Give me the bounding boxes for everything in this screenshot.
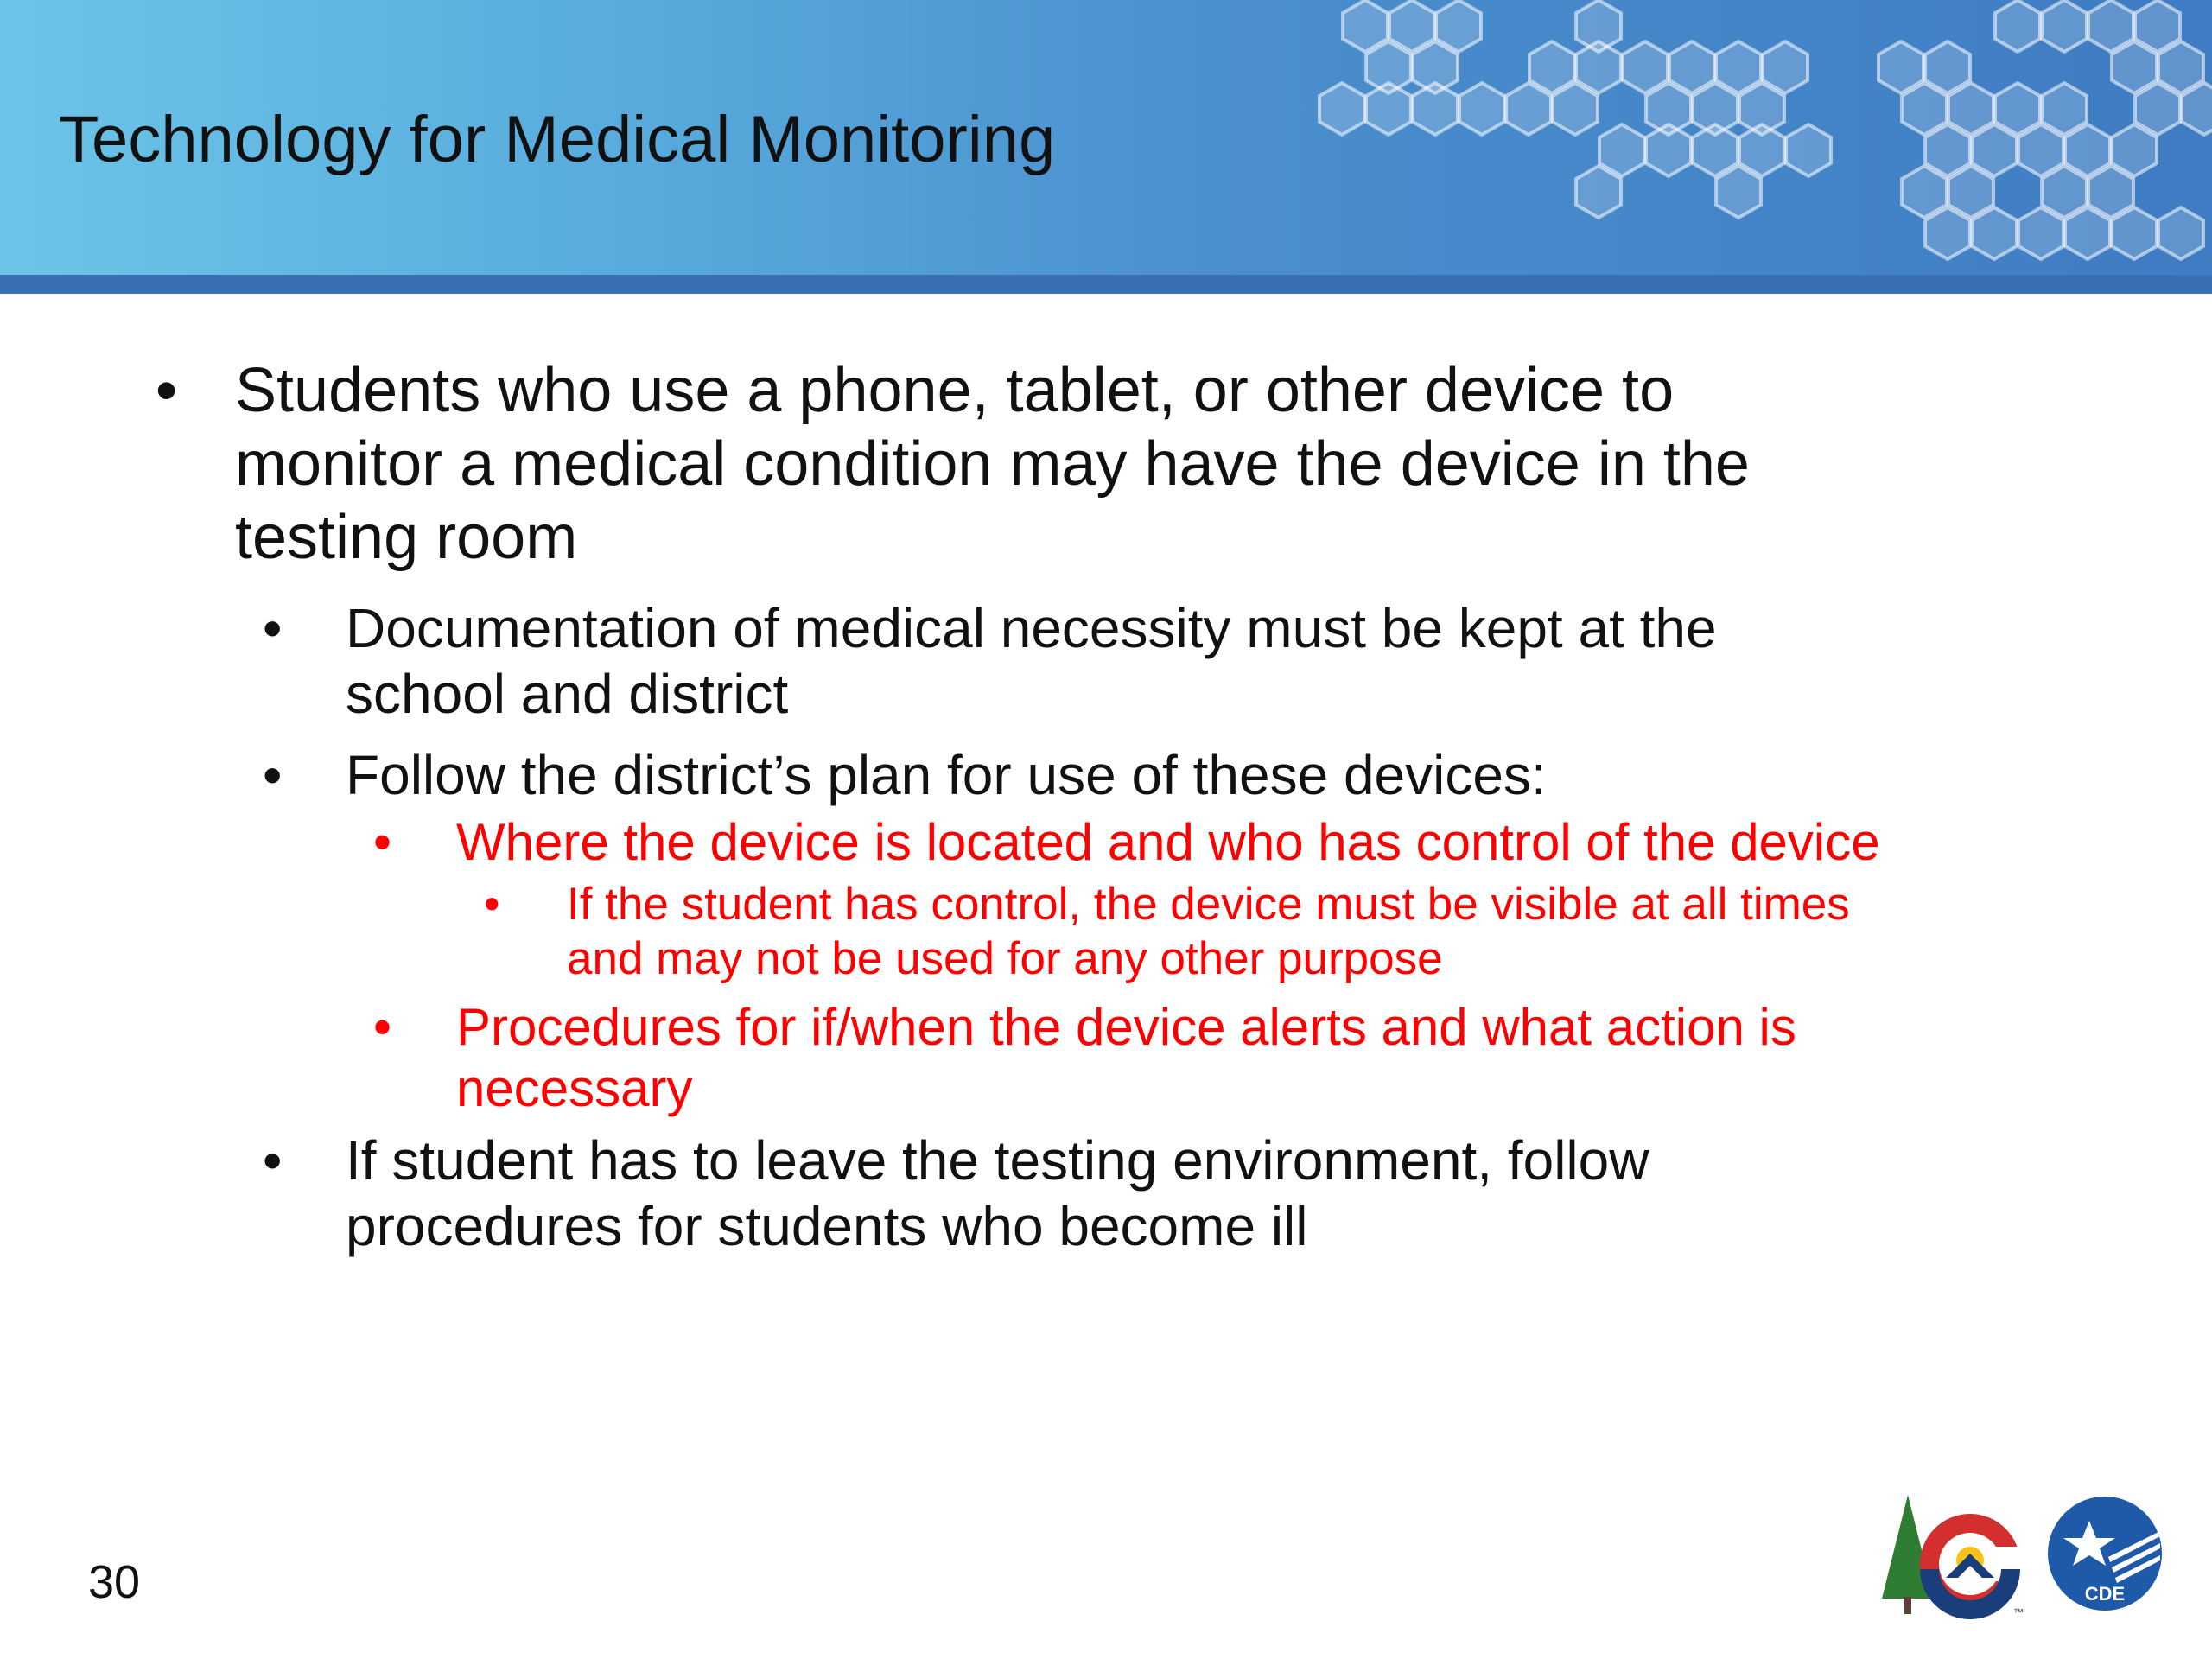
bullet-item-level3 xyxy=(373,812,1880,874)
bullet-dot-icon: • xyxy=(263,1129,283,1192)
bullet-item-level2 xyxy=(263,743,1547,809)
bullet-dot-icon: • xyxy=(373,998,392,1056)
title-underline xyxy=(0,275,2212,294)
slide-number: 30 xyxy=(88,1556,141,1608)
bullet-item-level1 xyxy=(156,354,1750,575)
bullet-dot-icon: • xyxy=(263,744,283,806)
bullet-text-line: Students who use a phone, tablet, or other device to xyxy=(235,356,1675,425)
cde-label: CDE xyxy=(2084,1583,2126,1605)
bullet-dot-icon: • xyxy=(156,356,178,425)
bullet-text-line: Procedures for if/when the device alerts and what action is xyxy=(456,998,1796,1056)
bullet-item-level4 xyxy=(484,878,1850,986)
bullet-text-line: If student has to leave the testing environment, follow xyxy=(346,1129,1649,1192)
bullet-text-line: monitor a medical condition may have the device in the xyxy=(235,429,1750,499)
bullet-text-line: Where the device is located and who has control of the device xyxy=(456,813,1880,871)
bullet-text-line: Documentation of medical necessity must be kept at the xyxy=(346,597,1717,659)
logo-group xyxy=(1875,1486,2169,1624)
bullet-dot-icon: • xyxy=(373,813,392,871)
bullet-item-level3 xyxy=(373,997,1796,1120)
bullet-text-line: procedures for students who become ill xyxy=(346,1194,1308,1257)
bullet-dot-icon: • xyxy=(484,879,500,930)
bullet-text-line: and may not be used for any other purpose xyxy=(567,932,1443,984)
bullet-dot-icon: • xyxy=(263,597,283,659)
slide-title: Technology for Medical Monitoring xyxy=(59,103,1056,176)
bullet-text-line: Follow the district’s plan for use of these devices: xyxy=(346,744,1547,806)
trademark-text: ™ xyxy=(2013,1606,2024,1618)
hexagon-pattern-icon xyxy=(1313,0,2212,275)
bullet-item-level2 xyxy=(263,596,1717,727)
bullet-text-line: If the student has control, the device must be visible at all times xyxy=(567,879,1850,930)
cde-badge xyxy=(2048,1497,2162,1611)
bullet-text-line: testing room xyxy=(235,502,578,572)
bullet-text-line: school and district xyxy=(346,662,789,725)
bullet-item-level2 xyxy=(263,1128,1649,1259)
bullet-text-line: necessary xyxy=(456,1058,693,1117)
